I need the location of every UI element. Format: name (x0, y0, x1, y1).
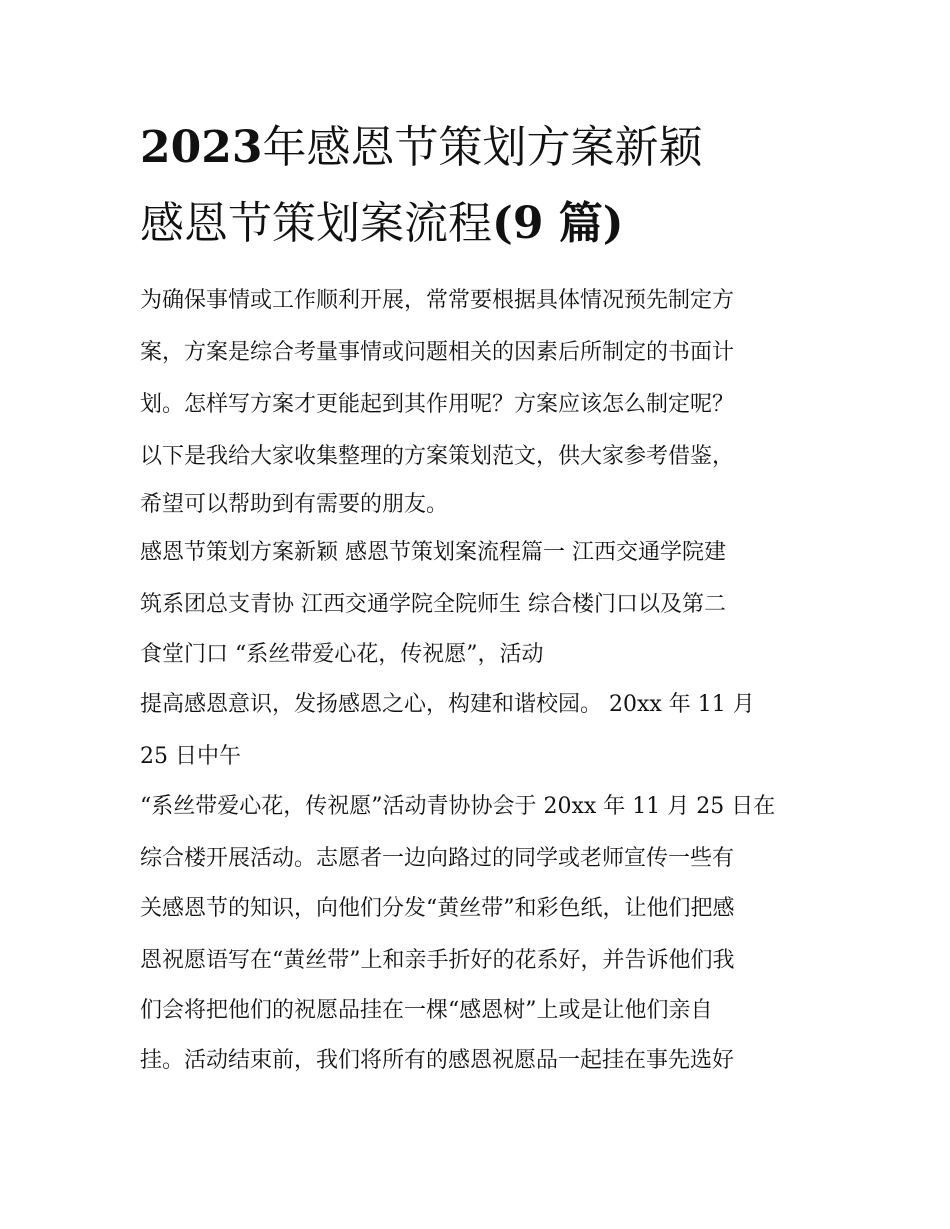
paragraph-4-line-2: 综合楼开展活动。志愿者一边向路过的同学或老师宣传一些有 (140, 846, 735, 871)
paragraph-1-line-1: 为确保事情或工作顺利开展，常常要根据具体情况预先制定方 (140, 288, 735, 313)
paragraph-4-line-4: 恩祝愿语写在“黄丝带”上和亲手折好的花系好，并告诉他们我 (140, 948, 735, 973)
paragraph-3-line-1: 提高感恩意识，发扬感恩之心，构建和谐校园。 20xx 年 11 月 (140, 692, 755, 717)
title-line-2-text: 感恩节策划案流程 (140, 198, 492, 249)
title-line-1 (140, 116, 840, 180)
paragraph-1-line-3: 划。怎样写方案才更能起到其作用呢？方案应该怎么制定呢？ (140, 392, 735, 417)
paragraph-4-line-5: 们会将把他们的祝愿品挂在一棵“感恩树”上或是让他们亲自 (140, 998, 713, 1023)
title-year: 2023 (140, 122, 263, 173)
paragraph-2-line-3: 食堂门口 “系丝带爱心花，传祝愿”，活动 (140, 642, 544, 667)
paragraph-2-line-1: 感恩节策划方案新颖 感恩节策划案流程篇一 江西交通学院建 (140, 540, 726, 565)
paragraph-1-line-5: 希望可以帮助到有需要的朋友。 (140, 492, 449, 517)
paragraph-1-line-2: 案，方案是综合考量事情或问题相关的因素后所制定的书面计 (140, 340, 735, 365)
title-line-2 (140, 192, 840, 256)
paragraph-4-line-1: “系丝带爱心花，传祝愿”活动青协协会于 20xx 年 11 月 25 日在 (140, 794, 776, 819)
paragraph-3-line-2: 25 日中午 (140, 744, 241, 769)
title-count: (9 篇) (492, 198, 624, 249)
paragraph-2-line-2: 筑系团总支青协 江西交通学院全院师生 综合楼门口以及第二 (140, 592, 726, 617)
paragraph-1-line-4: 以下是我给大家收集整理的方案策划范文，供大家参考借鉴， (140, 444, 735, 469)
paragraph-4-line-3: 关感恩节的知识，向他们分发“黄丝带”和彩色纸，让他们把感 (140, 896, 735, 921)
paragraph-4-line-6: 挂。活动结束前，我们将所有的感恩祝愿品一起挂在事先选好 (140, 1048, 735, 1073)
title-line-1-text: 年感恩节策划方案新颖 (262, 122, 703, 173)
